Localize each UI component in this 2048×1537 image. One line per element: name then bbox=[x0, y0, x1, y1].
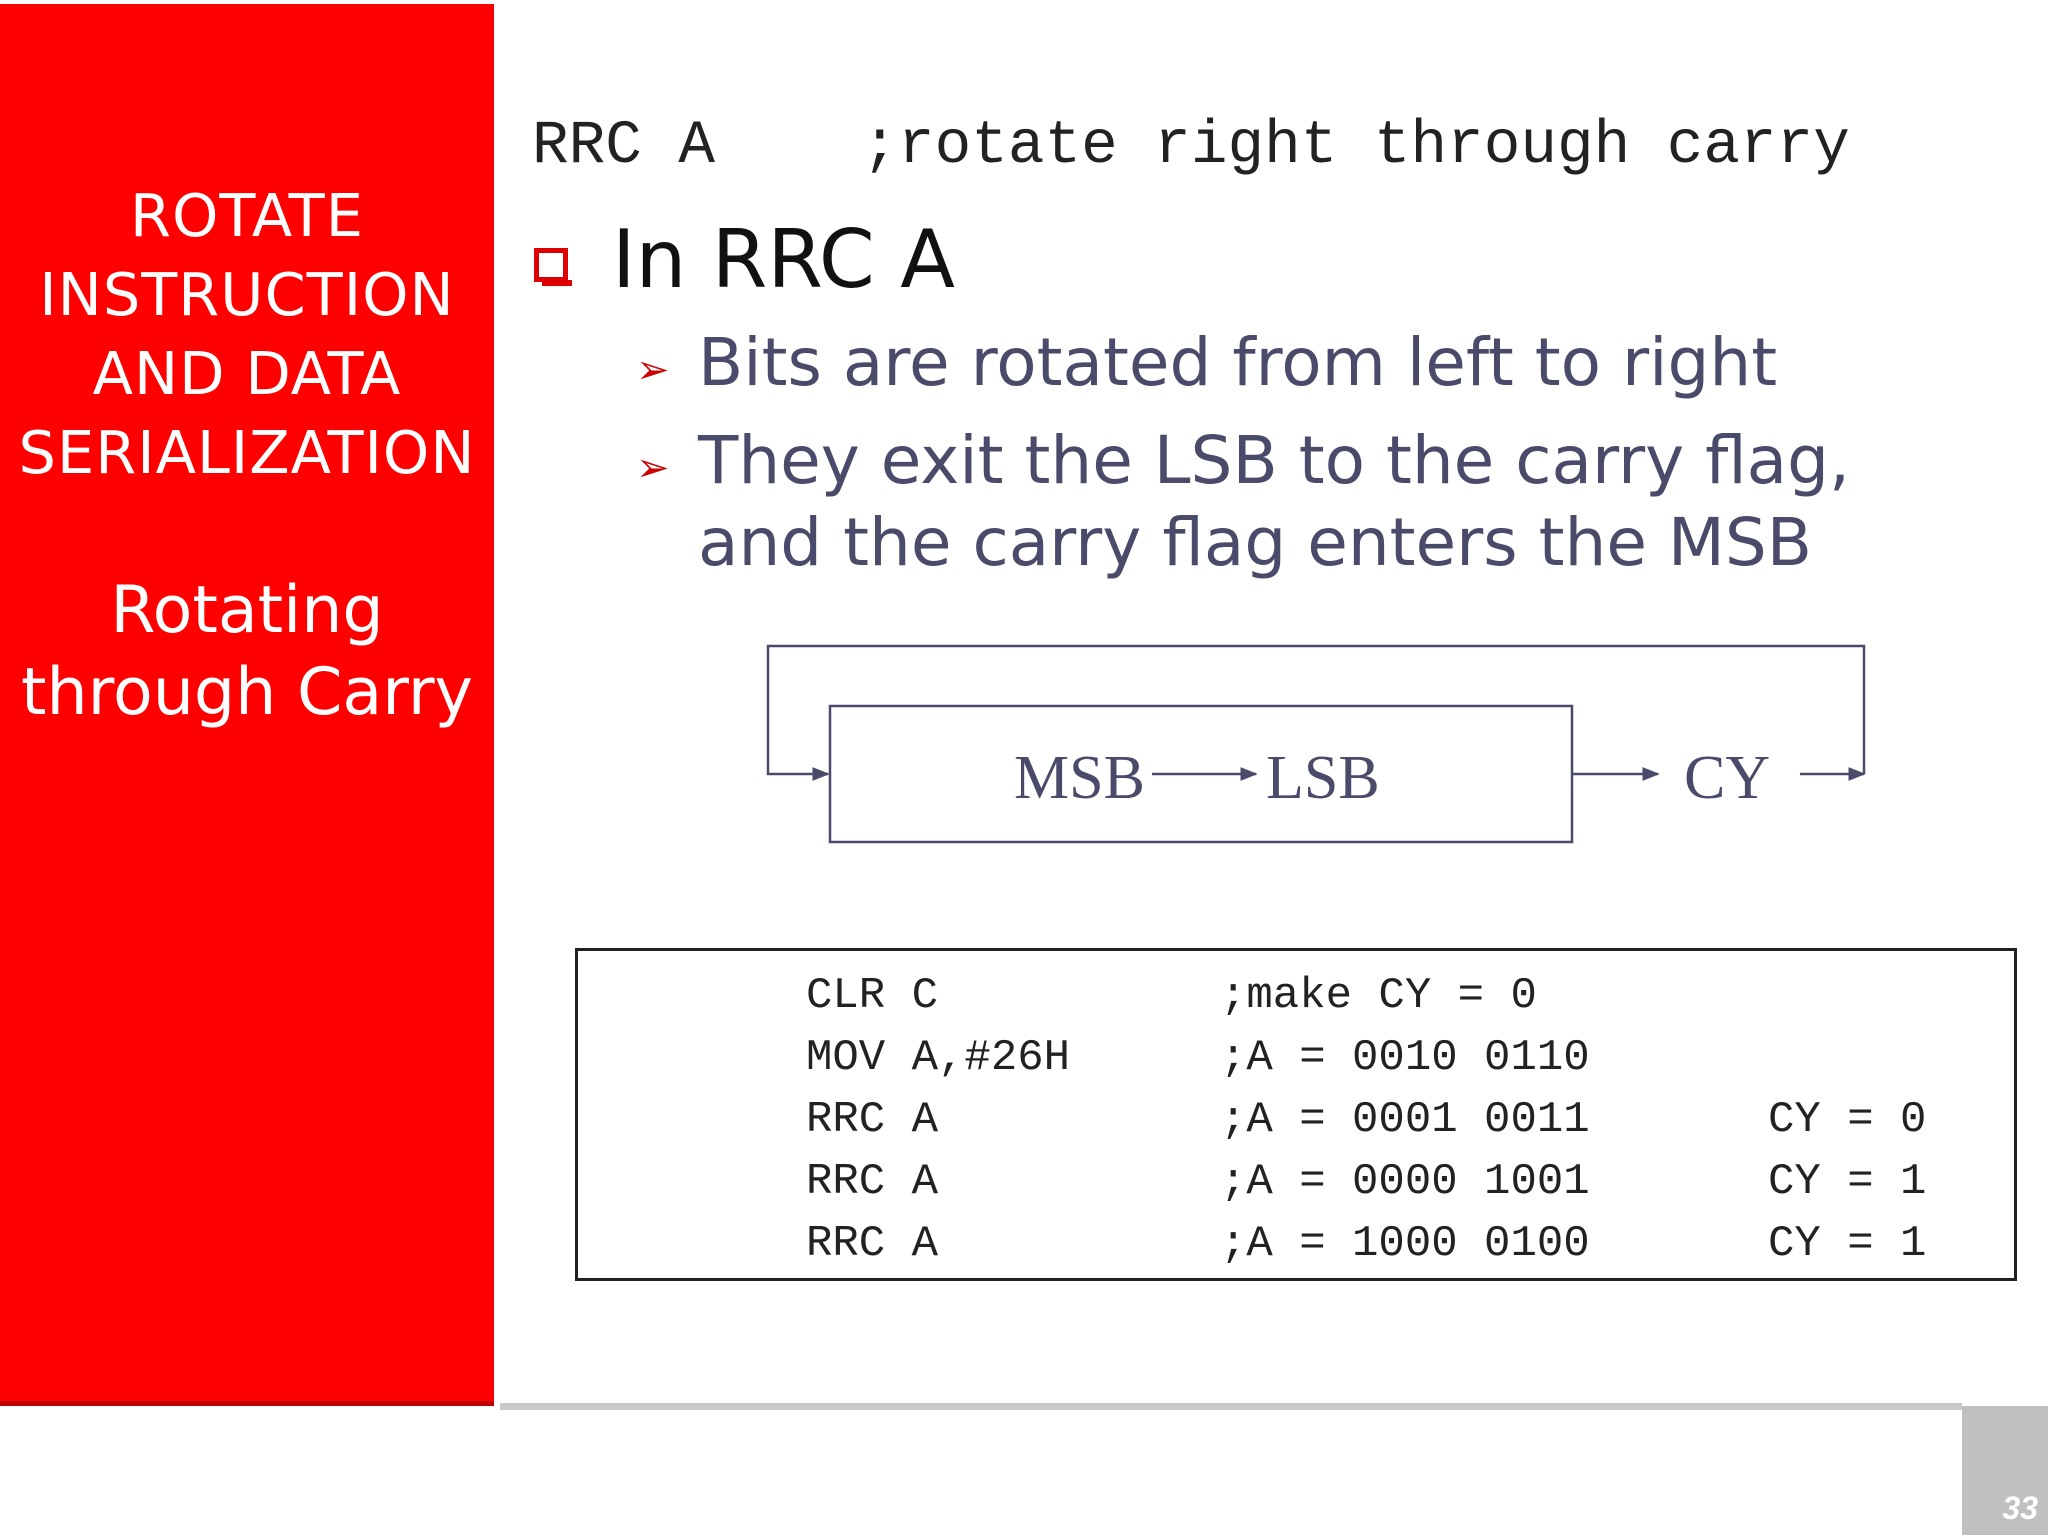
code-row bbox=[578, 1151, 2014, 1213]
code-comment: ;A = 1000 0100 bbox=[1220, 1219, 1590, 1269]
code-row bbox=[578, 1027, 2014, 1089]
code-comment: ;A = 0010 0110 bbox=[1220, 1033, 1590, 1083]
carry-label: CY bbox=[1684, 744, 1771, 812]
slide-heading: In RRC A bbox=[612, 213, 955, 306]
code-example-box bbox=[575, 948, 2017, 1281]
code-instruction: RRC A bbox=[806, 1219, 939, 1269]
sidebar-title-line: ROTATE bbox=[130, 181, 364, 250]
rotate-diagram bbox=[760, 640, 1890, 850]
page-number-box bbox=[1962, 1406, 2048, 1535]
sidebar-panel bbox=[0, 4, 494, 1406]
lsb-label: LSB bbox=[1266, 744, 1380, 812]
arrow-bullet-icon: ➢ bbox=[636, 445, 670, 491]
code-row bbox=[578, 1213, 2014, 1275]
msb-label: MSB bbox=[1014, 744, 1145, 812]
code-line: RRC A ;rotate right through carry bbox=[532, 112, 1850, 181]
bullet-text: Bits are rotated from left to right bbox=[698, 324, 1778, 401]
code-row bbox=[578, 965, 2014, 1027]
sidebar-subtitle bbox=[0, 570, 494, 734]
sidebar-underline bbox=[0, 1401, 494, 1406]
code-carry: CY = 1 bbox=[1768, 1219, 1927, 1269]
code-carry: CY = 0 bbox=[1768, 1095, 1927, 1145]
code-comment: ;A = 0001 0011 bbox=[1220, 1095, 1590, 1145]
sidebar-title-line: AND DATA bbox=[92, 339, 402, 408]
sidebar-title bbox=[0, 176, 494, 492]
footer-divider bbox=[500, 1403, 1962, 1410]
code-instruction: RRC A bbox=[806, 1157, 939, 1207]
code-row bbox=[578, 1089, 2014, 1151]
code-instruction: MOV A,#26H bbox=[806, 1033, 1071, 1083]
code-comment: ;make CY = 0 bbox=[1220, 971, 1537, 1021]
sidebar-title-line: INSTRUCTION bbox=[39, 260, 455, 329]
sidebar-subtitle-line: through Carry bbox=[20, 655, 474, 730]
code-carry: CY = 1 bbox=[1768, 1157, 1927, 1207]
sidebar-title-line: SERIALIZATION bbox=[18, 418, 476, 487]
code-instruction: RRC A bbox=[806, 1095, 939, 1145]
code-comment: ;A = 0000 1001 bbox=[1220, 1157, 1590, 1207]
arrow-bullet-icon: ➢ bbox=[636, 347, 670, 393]
bullet-text: They exit the LSB to the carry flag, and the carry flag enters the MSB bbox=[698, 422, 1851, 581]
page-number: 33 bbox=[2002, 1490, 2038, 1526]
code-instruction: CLR C bbox=[806, 971, 939, 1021]
square-bullet-icon bbox=[534, 248, 568, 282]
sidebar-subtitle-line: Rotating bbox=[110, 573, 384, 648]
